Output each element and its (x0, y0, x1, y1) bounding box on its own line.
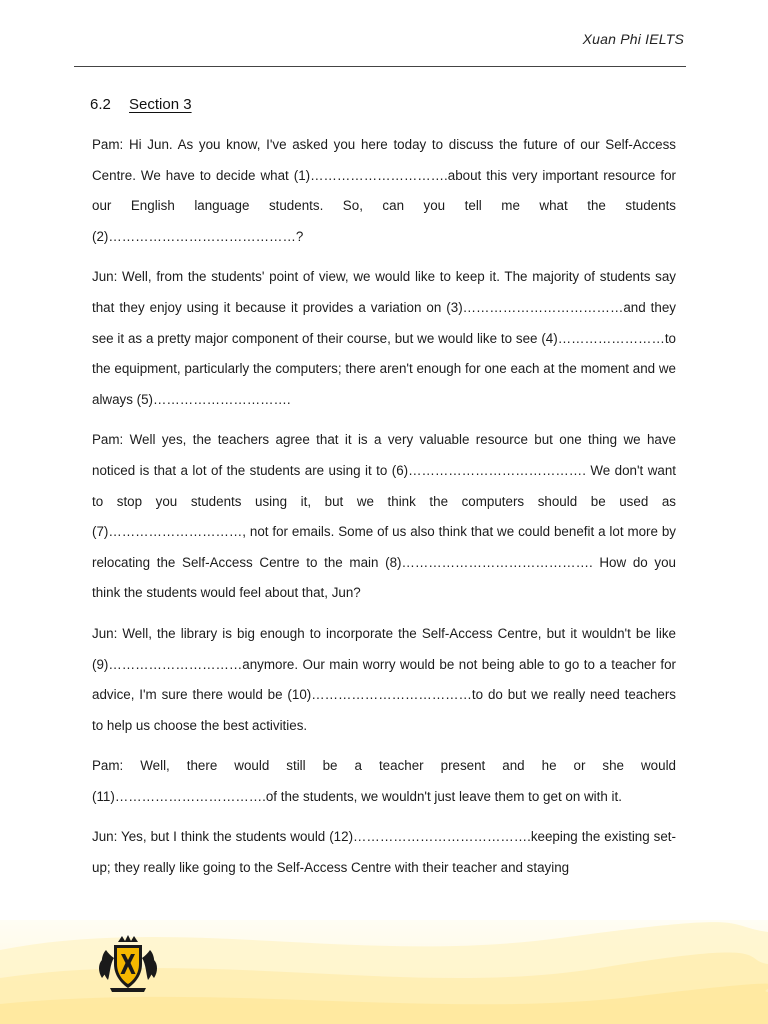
section-heading (90, 96, 192, 113)
transcript-paragraph: Jun: Well, the library is big enough to incorporate the Self-Access Centre, but it wouldn't be like (9)…………………………anymore. Our main worry would be not being able to go to a teacher for advice, I'm sure there would be (10)………………………………to do but we really need teachers to help us choose the best activities. (92, 625, 676, 733)
transcript-paragraph: Pam: Hi Jun. As you know, I've asked you here today to discuss the future of our Self-Access Centre. We have to decide what (1)………………………….about this very important resource for our English language students. So, can you tell me what the students (2)……………………………………? (92, 137, 676, 244)
transcript-paragraph: Pam: Well yes, the teachers agree that it is a very valuable resource but one thing we have noticed is that a lot of the students are using it to (6)…………………………………. We don't want to stop you students using it, but we think the computers should be used as (7)…………………………, not for emails. Some of us also think that we could benefit a lot more by relocating the Self-Access Centre to the main (8)……………………………………. How do you think the students would feel about that, Jun? (92, 432, 676, 601)
transcript-paragraph: Jun: Yes, but I think the students would (12)………………………………….keeping the existing set-up; they really like going to the Self-Access Centre with their teacher and staying (92, 829, 676, 876)
section-title: Section 3 (129, 96, 192, 113)
brand-logo-icon (96, 934, 160, 994)
transcript-body (92, 130, 676, 894)
section-number: 6.2 (90, 96, 111, 113)
transcript-paragraph: Pam: Well, there would still be a teacher present and he or she would (11)…………………………….of the students, we wouldn't just leave them to get on with it. (92, 758, 676, 804)
header-divider (74, 66, 686, 67)
header-brand: Xuan Phi IELTS (582, 31, 684, 47)
transcript-paragraph: Jun: Well, from the students' point of view, we would like to keep it. The majority of students say that they enjoy using it because it provides a variation on (3)………………………………and they see it as a pretty major component of their course, but we would like to see (4)……………………to the equipment, particularly the computers; there aren't enough for one each at the moment and we always (5)…………………………. (92, 269, 676, 407)
